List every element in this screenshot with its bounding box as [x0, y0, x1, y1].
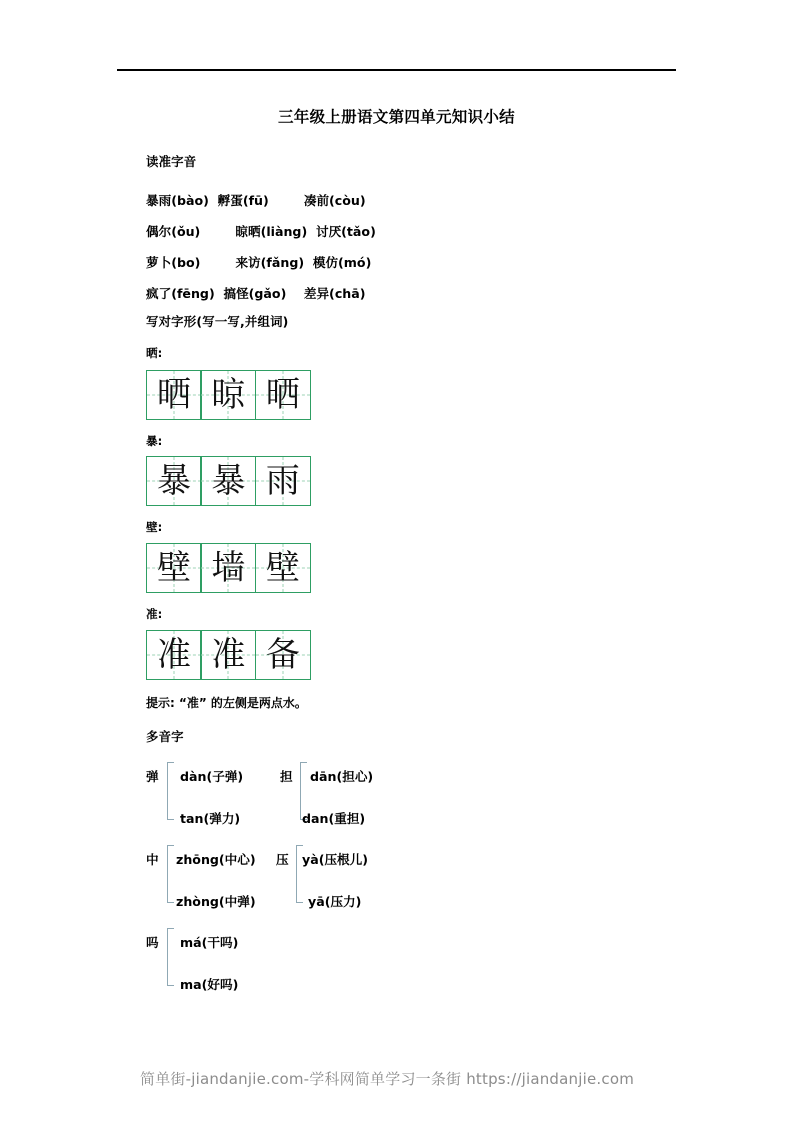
grid-cell [200, 370, 256, 420]
character-grid [146, 456, 311, 506]
grid-character: 晒 [265, 375, 300, 415]
section-heading-pronunciation: 读准字音 [146, 154, 197, 169]
character-group-label: 晒: [146, 346, 163, 360]
polyphone-bracket [167, 928, 174, 986]
character-group-label: 暴: [146, 434, 163, 448]
character-grid [146, 543, 311, 593]
polyphone-reading-bottom: tan(弹力) [180, 811, 241, 826]
polyphone-reading-top: dàn(子弹) [180, 769, 244, 784]
polyphone-reading-bottom: zhòng(中弹) [176, 894, 256, 909]
grid-character: 暴 [211, 461, 246, 501]
grid-cell [146, 456, 202, 506]
polyphone-bracket [167, 762, 174, 820]
grid-cell [200, 543, 256, 593]
section-heading-polyphones: 多音字 [146, 729, 184, 744]
polyphone-character: 压 [276, 852, 289, 867]
character-group-label: 准: [146, 607, 163, 621]
grid-cell [146, 630, 202, 680]
polyphone-character: 吗 [146, 935, 159, 950]
polyphone-reading-top: má(干吗) [180, 935, 239, 950]
grid-character: 准 [211, 635, 246, 675]
grid-character: 壁 [157, 548, 191, 588]
grid-cell [255, 370, 311, 420]
character-grid [146, 370, 311, 420]
polyphone-character: 担 [280, 769, 293, 784]
grid-character: 雨 [265, 461, 300, 501]
character-grid [146, 630, 311, 680]
polyphone-reading-top: zhōng(中心) [176, 852, 256, 867]
grid-character: 备 [265, 635, 300, 675]
pronunciation-row: 疯了(fēng) 搞怪(gǎo) 差异(chā) [146, 286, 366, 301]
pronunciation-row: 偶尔(ǒu) 晾晒(liàng) 讨厌(tǎo) [146, 224, 376, 239]
grid-cell [255, 630, 311, 680]
section-heading-characters: 写对字形(写一写,并组词) [146, 314, 289, 329]
grid-cell [200, 630, 256, 680]
character-group-label: 壁: [146, 520, 163, 534]
grid-cell [146, 543, 202, 593]
grid-cell [200, 456, 256, 506]
footer-watermark: 简单街-jiandanjie.com-学科网简单学习一条街 https://jiandanjie.com [140, 1070, 635, 1088]
polyphone-bracket [167, 845, 174, 903]
grid-character: 准 [157, 635, 191, 675]
polyphone-character: 弹 [146, 769, 159, 784]
polyphone-character: 中 [146, 852, 159, 867]
polyphone-reading-bottom: yā(压力) [308, 894, 362, 909]
polyphone-reading-top: yà(压根儿) [302, 852, 369, 867]
grid-cell [255, 543, 311, 593]
grid-character: 暴 [157, 461, 191, 501]
grid-character: 壁 [265, 548, 300, 588]
character-hint: 提示: “准” 的左侧是两点水。 [146, 696, 307, 710]
grid-character: 晒 [157, 375, 191, 415]
grid-cell [146, 370, 202, 420]
grid-cell [255, 456, 311, 506]
polyphone-reading-top: dān(担心) [310, 769, 374, 784]
pronunciation-row: 萝卜(bo) 来访(fǎng) 模仿(mó) [146, 255, 372, 270]
header-divider [117, 69, 676, 71]
pronunciation-row: 暴雨(bào) 孵蛋(fū) 凑前(còu) [146, 193, 366, 208]
grid-character: 晾 [211, 375, 246, 415]
polyphone-reading-bottom: ma(好吗) [180, 977, 239, 992]
grid-character: 墙 [211, 548, 246, 588]
page-title: 三年级上册语文第四单元知识小结 [277, 108, 515, 126]
polyphone-reading-bottom: dan(重担) [302, 811, 366, 826]
